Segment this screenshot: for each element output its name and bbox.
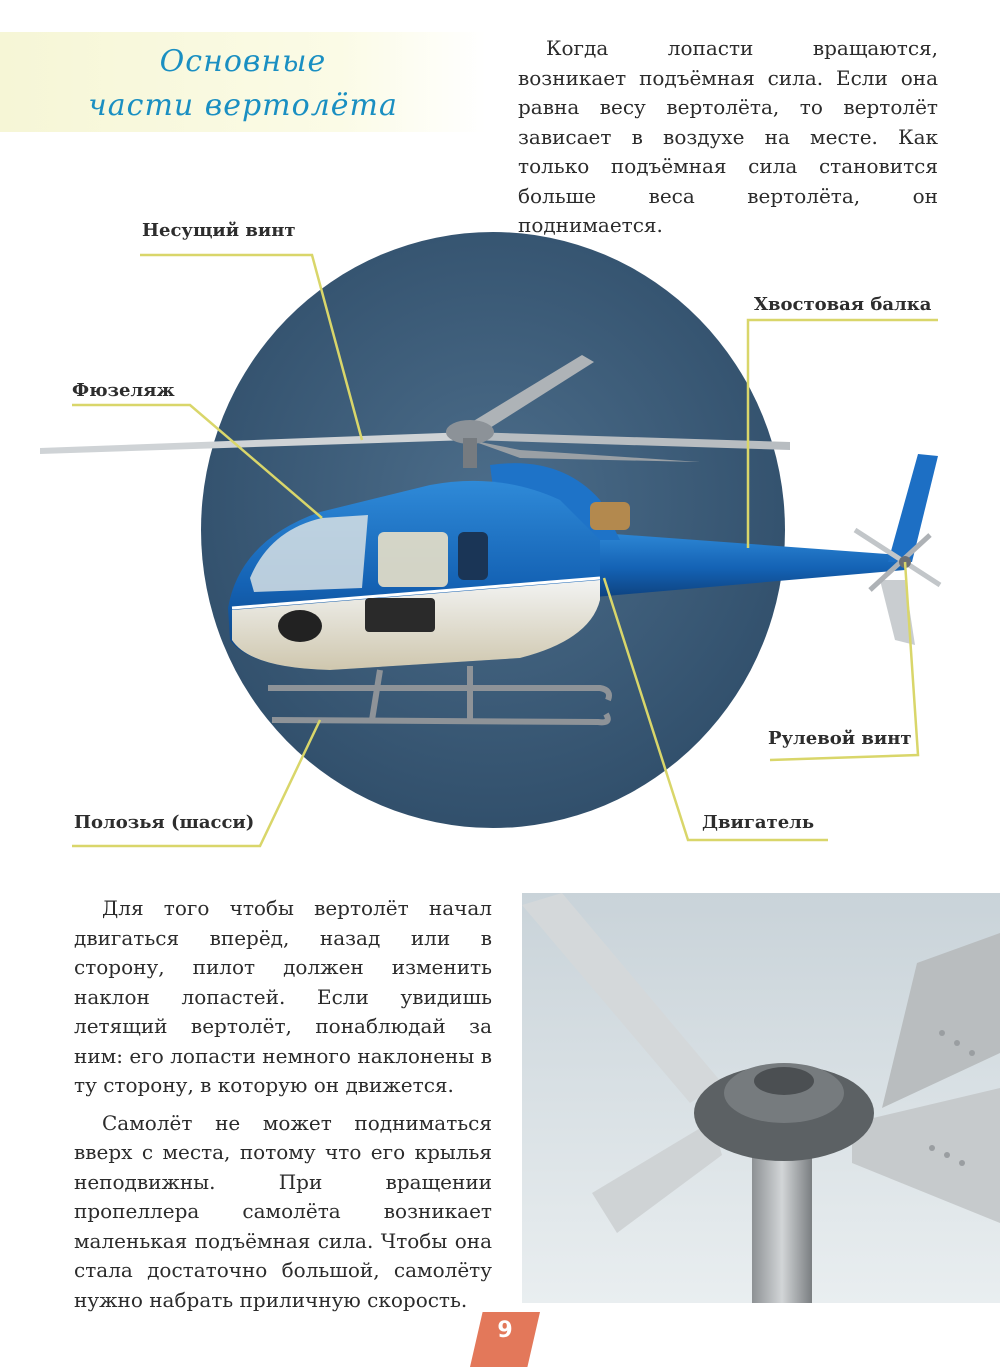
tail-fin <box>888 454 938 562</box>
label-skids: Полозья (шасси) <box>74 812 255 833</box>
page-number: 9 <box>497 1318 513 1343</box>
label-tail-rotor: Рулевой винт <box>768 728 912 749</box>
label-fuselage: Фюзеляж <box>72 380 175 401</box>
label-tail-boom: Хвостовая балка <box>754 294 932 315</box>
label-main-rotor: Несущий винт <box>142 220 296 241</box>
label-engine: Двигатель <box>702 812 815 833</box>
page-title <box>0 40 486 128</box>
intro-paragraph: Когда лопасти вращаются, возникает подъёмная сила. Если она равна весу вертолёта, то вертолёт зависает в воздухе на месте. Как только подъёмная сила становится больше веса вертолёта, он поднимается. <box>518 36 938 237</box>
title-line-1: Основные <box>159 44 327 79</box>
rotor-hub-photo <box>522 893 1000 1303</box>
paragraph-2: Самолёт не может подниматься вверх с места, потому что его крылья неподвижны. При вращении пропеллера самолёта возникает маленькая подъёмная сила. Чтобы она стала достаточно большой, самолёту нужно набрать приличную скорость. <box>74 1110 492 1312</box>
title-line-2: части вертолёта <box>88 88 398 123</box>
paragraph-1: Для того чтобы вертолёт начал двигаться вперёд, назад или в сторону, пилот должен изменить наклон лопастей. Если увидишь летящий вертолёт, понаблюдай за ним: его лопасти немного наклонены в ту сторону, в которую он движется. <box>74 896 492 1097</box>
body-text-block <box>74 894 492 1315</box>
